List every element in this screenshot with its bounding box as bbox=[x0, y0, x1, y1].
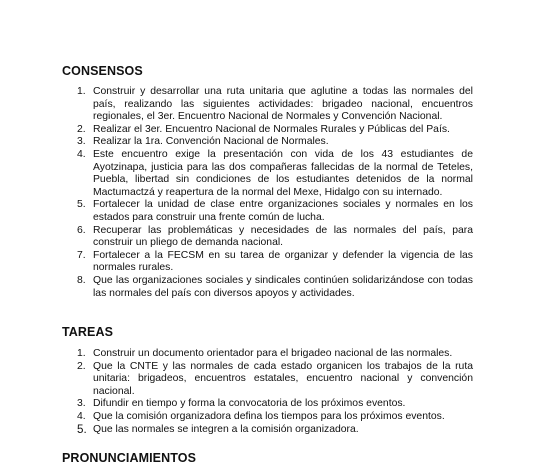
list-number: 1. bbox=[77, 348, 86, 359]
list-item-text: Realizar el 3er. Encuentro Nacional de Normales Rurales y Públicas del País. bbox=[93, 123, 450, 135]
list-item-text: Fortalecer a la FECSM en su tarea de organizar y defender la vigencia de las normales rurales. bbox=[93, 249, 473, 274]
list-number: 3. bbox=[77, 136, 86, 148]
list-number: 3. bbox=[77, 398, 86, 410]
consensos-list bbox=[62, 86, 473, 300]
list-number: 7. bbox=[77, 249, 86, 261]
list-item bbox=[62, 275, 473, 300]
list-item bbox=[62, 124, 473, 137]
list-item-text: Que las normales se integren a la comisión organizadora. bbox=[93, 423, 359, 435]
list-item-text: Que la comisión organizadora defina los tiempos para los próximos eventos. bbox=[93, 410, 445, 422]
list-item bbox=[62, 199, 473, 224]
list-item bbox=[62, 398, 473, 411]
list-number: 5. bbox=[77, 199, 86, 211]
section-heading-tareas: TAREAS bbox=[62, 325, 114, 339]
list-item bbox=[62, 424, 473, 437]
section-heading-pronunciamientos: PRONUNCIAMIENTOS bbox=[62, 451, 197, 465]
list-item-text: Recuperar las problemáticas y necesidades de las normales del país, para construir un pliego de demanda nacional. bbox=[93, 224, 473, 249]
list-number: 1. bbox=[77, 86, 86, 97]
list-item-text: Construir un documento orientador para el brigadeo nacional de las normales. bbox=[93, 348, 453, 359]
list-item bbox=[62, 348, 473, 361]
list-item bbox=[62, 149, 473, 199]
section-heading-consensos: CONSENSOS bbox=[62, 64, 143, 78]
list-item-text: Fortalecer la unidad de clase entre organizaciones sociales y normales en los estados para construir una frente común de lucha. bbox=[93, 199, 473, 223]
list-number: 4. bbox=[77, 410, 86, 422]
list-item-text: Este encuentro exige la presentación con vida de los 43 estudiantes de Ayotzinapa, justicia para las dos compañeras fallecidas de la normal de Teteles, Puebla, libertad sin condiciones de los estudiantes detenidos de la normal Mactumactzá y reapertura de la normal del Mexe, Hidalgo con su internado. bbox=[93, 148, 473, 198]
list-item-text: Realizar la 1ra. Convención Nacional de Normales. bbox=[93, 136, 329, 148]
list-item bbox=[62, 86, 473, 124]
list-number: 2. bbox=[77, 123, 86, 135]
list-item bbox=[62, 225, 473, 250]
list-number: 8. bbox=[77, 274, 86, 286]
list-number: 6. bbox=[77, 224, 86, 236]
list-number: 2. bbox=[77, 360, 86, 372]
list-item bbox=[62, 361, 473, 399]
list-item bbox=[62, 136, 473, 149]
list-item-text: Difundir en tiempo y forma la convocatoria de los próximos eventos. bbox=[93, 398, 406, 410]
tareas-list bbox=[62, 348, 473, 436]
list-item bbox=[62, 411, 473, 424]
list-item-text: Construir y desarrollar una ruta unitaria que aglutine a todas las normales del país, realizando las siguientes actividades: brigadeo nacional, encuentros regionales, el 3er. Encuentro Nacional de Normales y Convención Nacional. bbox=[93, 86, 473, 123]
list-number: 4. bbox=[77, 148, 86, 160]
list-number: 5. bbox=[77, 422, 87, 436]
list-item bbox=[62, 250, 473, 275]
list-item-text: Que las organizaciones sociales y sindicales continúen solidarizándose con todas las normales del país con diversos apoyos y actividades. bbox=[93, 274, 473, 299]
list-item-text: Que la CNTE y las normales de cada estado organicen los trabajos de la ruta unitaria: brigadeos, encuentros estatales, encuentro nacional y convención nacional. bbox=[93, 360, 473, 397]
